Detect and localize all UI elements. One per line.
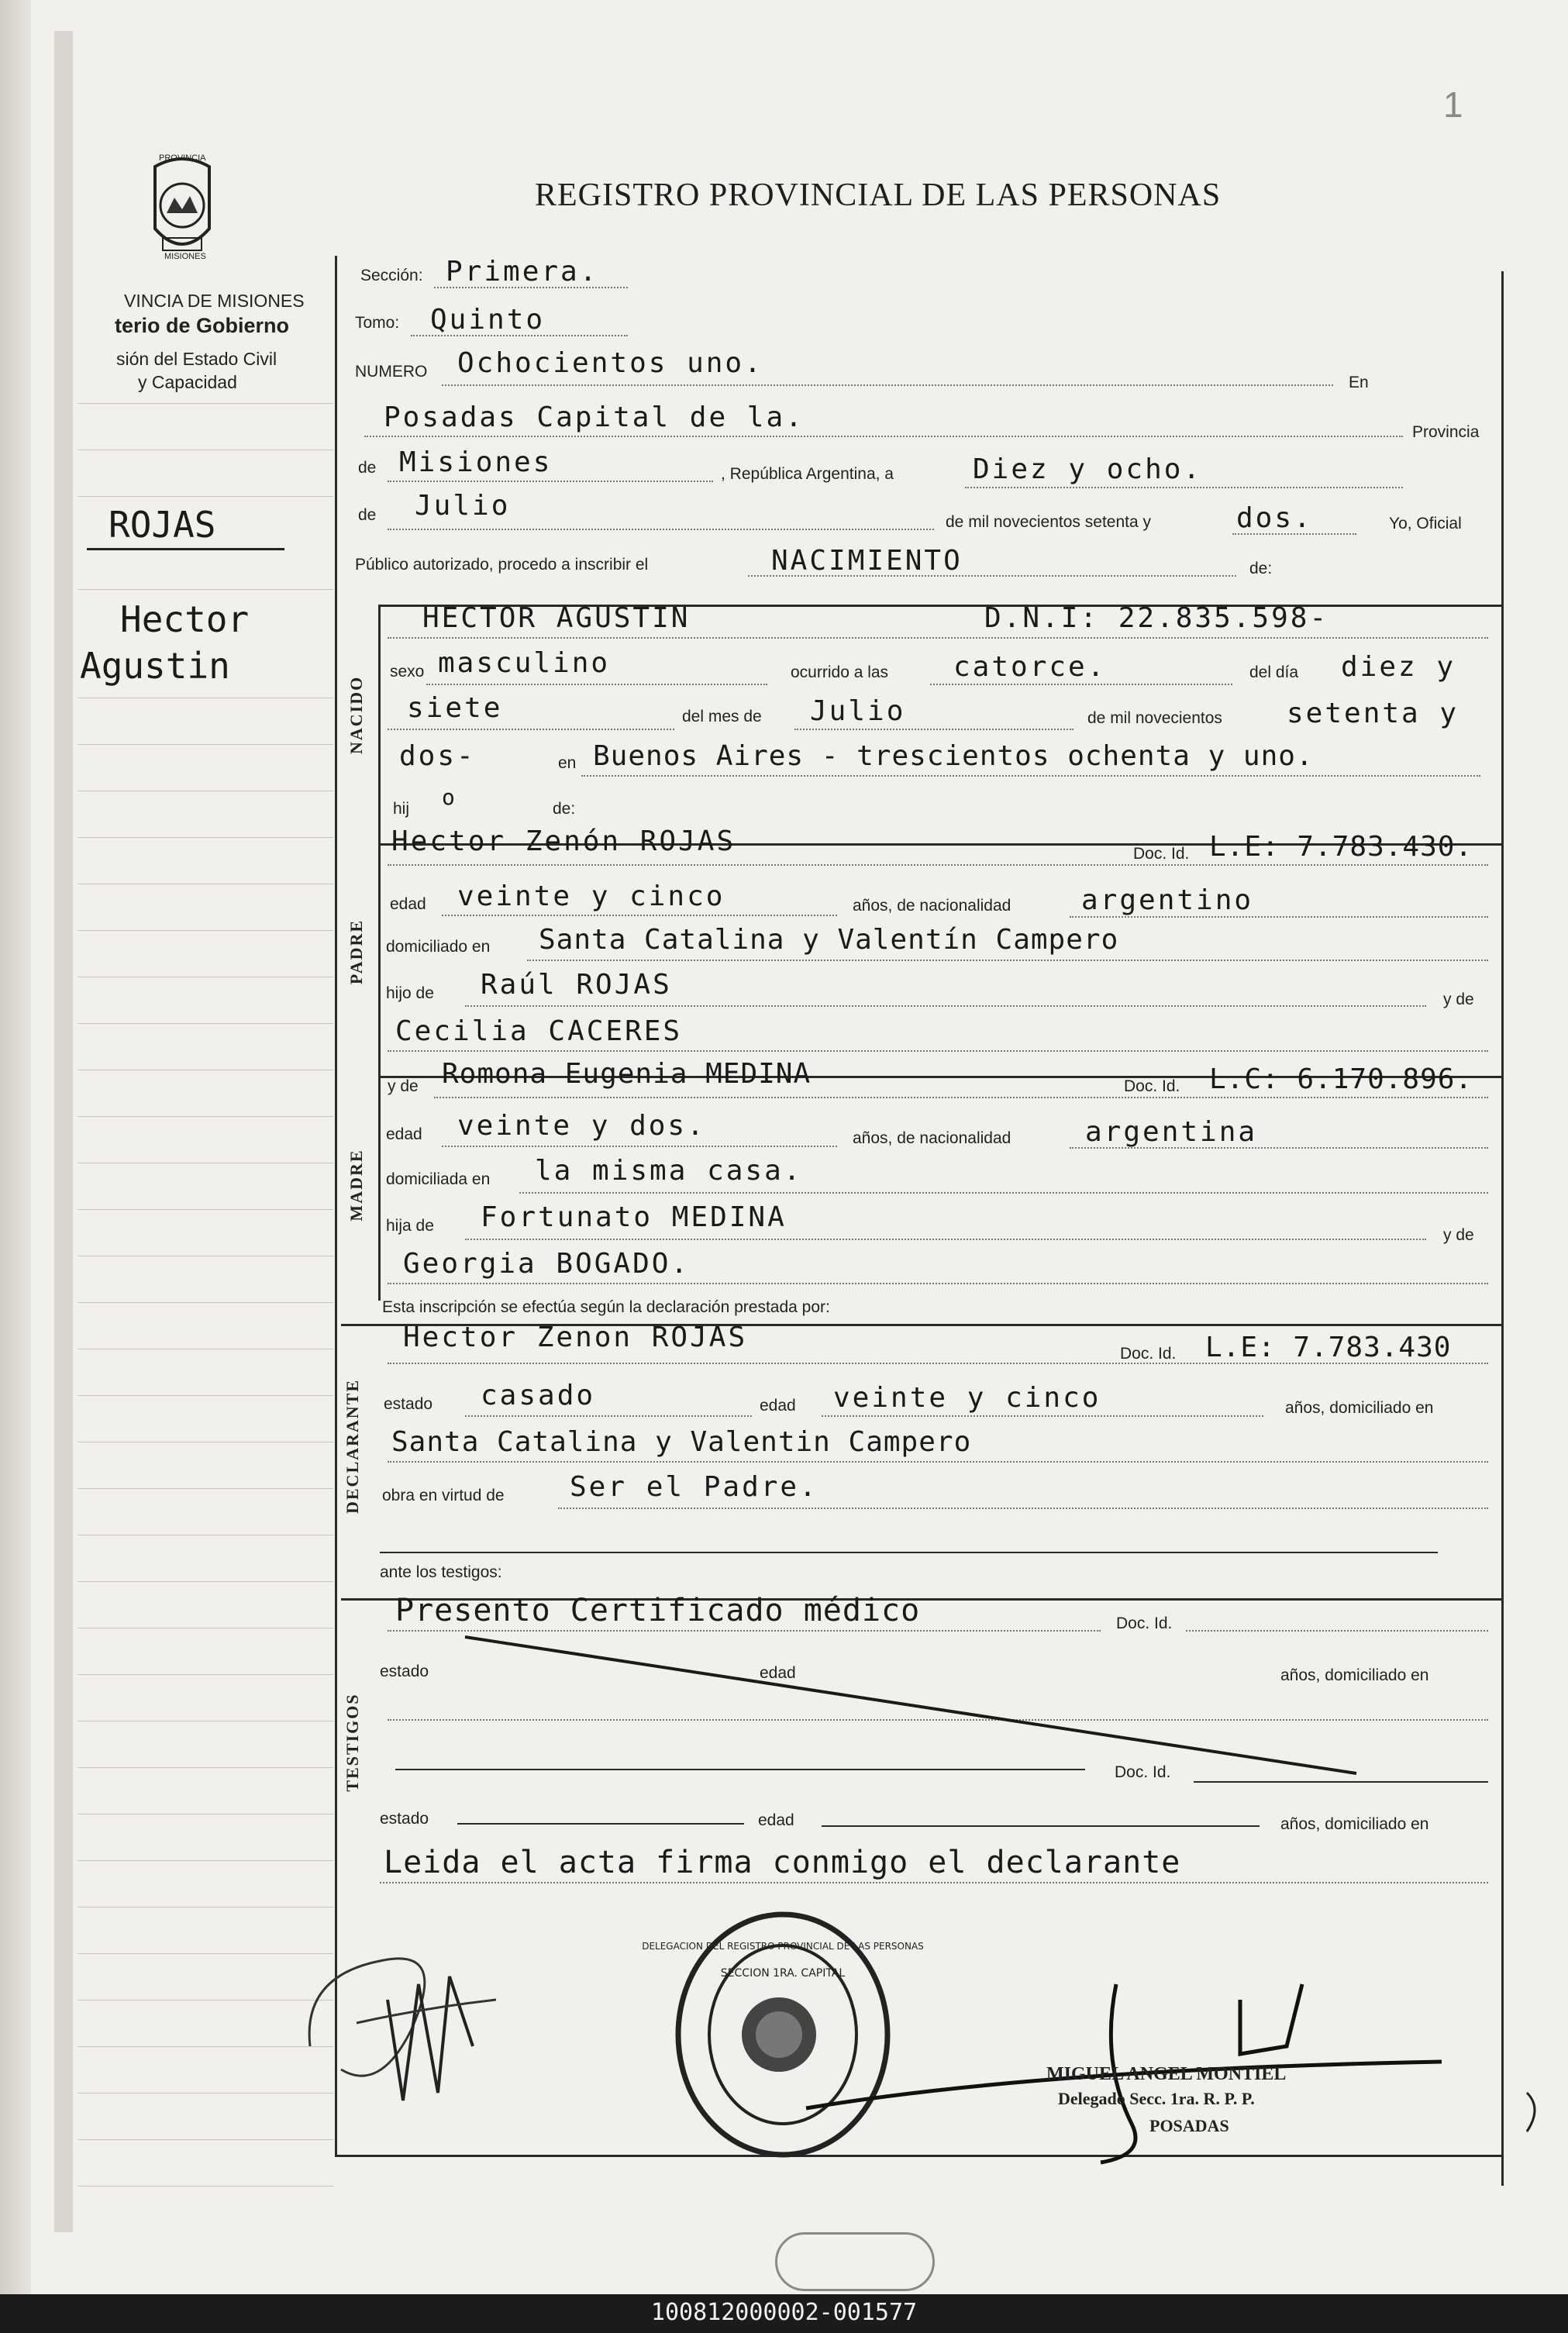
page-title: REGISTRO PROVINCIAL DE LAS PERSONAS bbox=[535, 177, 1222, 213]
section-bracket bbox=[378, 1076, 381, 1301]
dotted-line bbox=[388, 1050, 1488, 1052]
witness-line bbox=[457, 1823, 744, 1825]
agency-line-3: sión del Estado Civil bbox=[116, 349, 277, 369]
year-value: dos. bbox=[1236, 502, 1313, 534]
padre-doc-value: L.E: 7.783.430. bbox=[1209, 831, 1473, 863]
dotted-line bbox=[442, 915, 837, 916]
agency-line-4: y Capacidad bbox=[138, 372, 237, 392]
ocurrido-label: ocurrido a las bbox=[791, 663, 889, 681]
dia-label: del día bbox=[1249, 663, 1299, 681]
dotted-line bbox=[388, 481, 713, 482]
dotted-line bbox=[1070, 1147, 1488, 1149]
margin-rule bbox=[78, 1023, 333, 1024]
madre-hija-label: hija de bbox=[386, 1217, 434, 1235]
form-left-border bbox=[335, 256, 337, 2155]
dotted-line bbox=[581, 775, 1480, 777]
tomo-value: Quinto bbox=[430, 304, 546, 336]
margin-rule bbox=[78, 1767, 333, 1768]
section-label-nacido: NACIDO bbox=[346, 675, 366, 754]
dotted-line bbox=[794, 729, 1073, 730]
section-bracket bbox=[378, 605, 381, 853]
section-separator bbox=[380, 1552, 1438, 1553]
margin-rule bbox=[78, 1209, 333, 1210]
dotted-line bbox=[1232, 533, 1356, 535]
testigo1-dom-label: años, domiciliado en bbox=[1280, 1666, 1429, 1684]
margin-rule bbox=[78, 1674, 333, 1675]
dotted-line bbox=[388, 1283, 1488, 1284]
declarante-intro: Esta inscripción se efectúa según la declaración prestada por: bbox=[382, 1298, 830, 1316]
declarante-estado-label: estado bbox=[384, 1395, 433, 1413]
dotted-line bbox=[442, 1146, 837, 1147]
publico-label: Público autorizado, procedo a inscribir el bbox=[355, 556, 649, 574]
archive-code: 100812000002-001577 bbox=[650, 2299, 918, 2326]
dotted-line bbox=[388, 1461, 1488, 1463]
section-bracket bbox=[378, 843, 381, 1076]
madre-doc-label: Doc. Id. bbox=[1124, 1077, 1180, 1095]
dotted-line bbox=[465, 1415, 752, 1417]
hora-value: catorce. bbox=[953, 651, 1107, 683]
margin-rule bbox=[78, 2186, 333, 2187]
section-label-declarante: DECLARANTE bbox=[343, 1378, 362, 1514]
mes-value: Julio bbox=[810, 695, 906, 727]
yo-oficial-label: Yo, Oficial bbox=[1389, 515, 1462, 532]
padre-nac-value: argentino bbox=[1081, 884, 1254, 916]
de2-label: de bbox=[358, 506, 377, 524]
dotted-line bbox=[930, 684, 1232, 685]
stamp-text: DELEGACION DEL REGISTRO PROVINCIAL DE LAS PERSONAS bbox=[642, 1941, 924, 1952]
margin-underline bbox=[87, 548, 284, 550]
margin-rule bbox=[78, 403, 333, 404]
dotted-line bbox=[527, 960, 1488, 961]
dotted-line bbox=[388, 529, 934, 530]
declarante-dom-value: Santa Catalina y Valentin Campero bbox=[391, 1426, 972, 1458]
en-label: En bbox=[1349, 374, 1369, 391]
dotted-line bbox=[465, 1239, 1426, 1240]
numero-label: NUMERO bbox=[355, 363, 428, 381]
archive-footer bbox=[0, 2294, 1568, 2333]
section-label-madre: MADRE bbox=[346, 1149, 366, 1222]
testigo2-edad-label: edad bbox=[758, 1811, 794, 1829]
madre-doc-value: L.C: 6.170.896. bbox=[1209, 1063, 1473, 1095]
declarante-edad-value: veinte y cinco bbox=[833, 1382, 1101, 1414]
dotted-line bbox=[558, 1508, 1488, 1509]
declarante-obra-label: obra en virtud de bbox=[382, 1487, 505, 1504]
margin-rule bbox=[78, 837, 333, 838]
margin-surname: ROJAS bbox=[109, 504, 216, 546]
margin-rule bbox=[78, 1302, 333, 1303]
strike-line-icon bbox=[465, 1635, 1364, 1775]
padre-nac-label: años, de nacionalidad bbox=[853, 897, 1011, 915]
anio-value-b: dos- bbox=[399, 740, 476, 772]
padre-edad-label: edad bbox=[390, 895, 426, 913]
anio-label: de mil novecientos bbox=[1087, 709, 1222, 727]
margin-rule bbox=[78, 1116, 333, 1117]
de3-label: de: bbox=[1249, 560, 1273, 577]
anio-value-a: setenta y bbox=[1287, 698, 1459, 729]
day-value: Diez y ocho. bbox=[973, 453, 1203, 485]
padre-yde-label: y de bbox=[1443, 991, 1474, 1008]
dotted-line bbox=[465, 1005, 1426, 1007]
declarante-obra-value: Ser el Padre. bbox=[570, 1471, 818, 1503]
official-city: POSADAS bbox=[1149, 2116, 1229, 2135]
dotted-line bbox=[388, 864, 1488, 866]
province-value: Misiones bbox=[399, 446, 553, 478]
provincia-label: Provincia bbox=[1412, 423, 1480, 441]
dotted-line bbox=[426, 684, 767, 685]
declarante-name: Hector Zenon ROJAS bbox=[403, 1322, 748, 1353]
seccion-label: Sección: bbox=[360, 267, 423, 284]
declarante-doc-value: L.E: 7.783.430 bbox=[1205, 1332, 1452, 1363]
madre-name: Romona Eugenia MEDINA bbox=[442, 1058, 812, 1090]
margin-rule bbox=[78, 930, 333, 931]
dotted-line bbox=[380, 1882, 1488, 1883]
dotted-line bbox=[519, 1192, 1488, 1194]
section-label-testigos: TESTIGOS bbox=[343, 1693, 362, 1792]
year-label: de mil novecientos setenta y bbox=[946, 513, 1151, 531]
cierre-value: Leida el acta firma conmigo el declarante bbox=[384, 1845, 1181, 1880]
margin-rule bbox=[78, 1488, 333, 1489]
madre-edad-label: edad bbox=[386, 1125, 422, 1143]
lugar-value: Buenos Aires - trescientos ochenta y uno. bbox=[593, 740, 1314, 772]
agency-line-2: terio de Gobierno bbox=[115, 314, 290, 337]
nacido-dni: D.N.I: 22.835.598- bbox=[984, 602, 1329, 634]
binding-edge bbox=[0, 0, 31, 2294]
ante-testigos-label: ante los testigos: bbox=[380, 1563, 502, 1581]
declarante-doc-label: Doc. Id. bbox=[1120, 1345, 1177, 1363]
dotted-line bbox=[442, 384, 1333, 386]
agency-line-1: VINCIA DE MISIONES bbox=[124, 291, 305, 311]
dotted-line bbox=[388, 729, 674, 730]
hijo-de-label: de: bbox=[553, 800, 576, 818]
madre-madre-value: Georgia BOGADO. bbox=[403, 1248, 691, 1280]
dotted-line bbox=[434, 1097, 1488, 1098]
margin-rule bbox=[78, 1860, 333, 1861]
testigo1-estado-label: estado bbox=[380, 1663, 429, 1680]
madre-dom-value: la misma casa. bbox=[535, 1155, 803, 1187]
margin-given-2: Agustin bbox=[80, 645, 230, 687]
padre-doc-label: Doc. Id. bbox=[1133, 845, 1190, 863]
form-right-border bbox=[1501, 271, 1504, 2186]
margin-rule bbox=[78, 589, 333, 590]
margin-rule bbox=[78, 2139, 333, 2140]
dotted-line bbox=[388, 637, 1488, 639]
madre-hija-value: Fortunato MEDINA bbox=[481, 1201, 787, 1233]
padre-edad-value: veinte y cinco bbox=[457, 880, 725, 912]
official-name: MIGUEL ANGEL MONTIEL bbox=[1046, 2064, 1287, 2084]
hijo-label: hij bbox=[393, 800, 410, 818]
dia-value-a: diez y bbox=[1341, 651, 1456, 683]
official-role: Delegado Secc. 1ra. R. P. P. bbox=[1058, 2089, 1255, 2108]
dotted-line bbox=[1070, 916, 1488, 918]
stamp-inner-text: SECCION 1RA. CAPITAL bbox=[720, 1967, 846, 1980]
testigo1-doc-label: Doc. Id. bbox=[1116, 1614, 1173, 1632]
declarant-signature-icon bbox=[295, 1930, 574, 2124]
seal-top-text: PROVINCIA bbox=[159, 153, 206, 163]
testigo1-value: Presento Certificado médico bbox=[395, 1593, 921, 1628]
margin-rule bbox=[78, 1395, 333, 1396]
section-label-padre: PADRE bbox=[346, 918, 366, 985]
mes-label: del mes de bbox=[682, 708, 762, 725]
witness-line bbox=[1194, 1781, 1488, 1783]
place-value: Posadas Capital de la. bbox=[384, 401, 805, 433]
padre-name: Hector Zenón ROJAS bbox=[391, 825, 736, 857]
margin-given-1: Hector bbox=[120, 598, 250, 640]
testigo2-estado-label: estado bbox=[380, 1810, 429, 1828]
padre-madre-value: Cecilia CACERES bbox=[395, 1015, 683, 1047]
en-nac-label: en bbox=[558, 754, 577, 772]
padre-dom-value: Santa Catalina y Valentín Campero bbox=[539, 924, 1119, 956]
dia-value-b: siete bbox=[407, 692, 503, 724]
numero-value: Ochocientos uno. bbox=[457, 347, 763, 379]
madre-yde2-label: y de bbox=[1443, 1226, 1474, 1244]
declarante-dom-label: años, domiciliado en bbox=[1285, 1399, 1434, 1417]
month-value: Julio bbox=[415, 490, 511, 522]
republica-label: , República Argentina, a bbox=[721, 465, 894, 483]
dotted-line bbox=[388, 1630, 1101, 1632]
testigo2-doc-label: Doc. Id. bbox=[1115, 1763, 1171, 1781]
partial-stamp-icon bbox=[775, 2232, 935, 2291]
madre-nac-label: años, de nacionalidad bbox=[853, 1129, 1011, 1147]
tomo-label: Tomo: bbox=[355, 314, 400, 332]
dotted-line bbox=[822, 1415, 1263, 1417]
testigo1-edad-label: edad bbox=[760, 1664, 796, 1682]
nacido-name: HECTOR AGUSTIN bbox=[422, 602, 691, 634]
hijo-value: o bbox=[442, 784, 457, 810]
testigo2-dom-label: años, domiciliado en bbox=[1280, 1815, 1429, 1833]
dotted-line bbox=[434, 287, 628, 288]
page-number-mark: 1 bbox=[1443, 84, 1463, 125]
seal-bottom-text: MISIONES bbox=[164, 252, 206, 261]
madre-nac-value: argentina bbox=[1085, 1116, 1258, 1148]
dotted-line bbox=[411, 335, 628, 336]
madre-yde-label: y de bbox=[388, 1077, 419, 1095]
madre-edad-value: veinte y dos. bbox=[457, 1110, 706, 1142]
de-label: de bbox=[358, 459, 377, 477]
sexo-value: masculino bbox=[438, 647, 611, 679]
sexo-label: sexo bbox=[390, 663, 425, 681]
madre-dom-label: domiciliada en bbox=[386, 1170, 491, 1188]
dotted-line bbox=[364, 436, 1403, 437]
padre-dom-label: domiciliado en bbox=[386, 938, 491, 956]
seccion-value: Primera. bbox=[446, 256, 599, 288]
declarante-edad-label: edad bbox=[760, 1397, 796, 1415]
dotted-line bbox=[388, 1363, 1488, 1364]
dotted-line bbox=[965, 487, 1403, 488]
margin-rule bbox=[78, 1581, 333, 1582]
declarante-estado-value: casado bbox=[481, 1380, 596, 1411]
padre-hijo-label: hijo de bbox=[386, 984, 434, 1002]
margin-rule bbox=[78, 744, 333, 745]
left-margin-strip bbox=[54, 31, 73, 2232]
margin-rule bbox=[78, 496, 333, 497]
acto-value: NACIMIENTO bbox=[771, 545, 963, 577]
witness-line bbox=[822, 1825, 1260, 1827]
dotted-line bbox=[1186, 1630, 1488, 1632]
padre-hijo-value: Raúl ROJAS bbox=[481, 969, 672, 1001]
dotted-line bbox=[748, 575, 1236, 577]
